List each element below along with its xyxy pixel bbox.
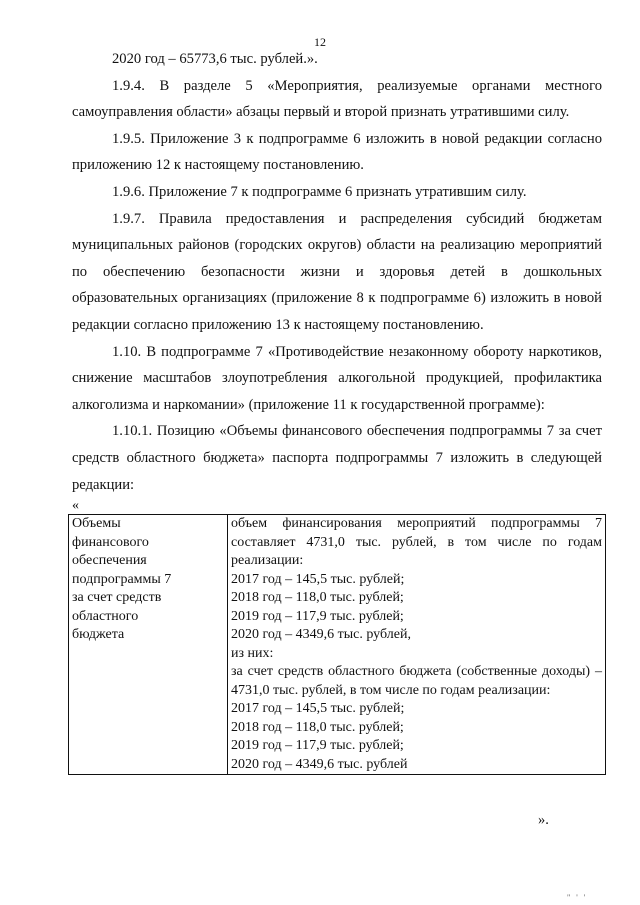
closing-quote: ».: [538, 812, 549, 828]
year-funding-line: 2019 год – 117,9 тыс. рублей;: [231, 608, 404, 624]
year-funding-line: 2020 год – 4349,6 тыс. рублей,: [231, 627, 411, 643]
year-funding-line: 2018 год – 118,0 тыс. рублей;: [231, 719, 404, 735]
funding-details-cell: [228, 515, 606, 775]
funding-source: за счет средств областного бюджета (собственные доходы) – 4731,0 тыс. рублей, в том числе по годам реализации:: [231, 664, 602, 698]
position-name-line: обеспечения: [72, 553, 147, 569]
paragraph: 2020 год – 65773,6 тыс. рублей.».: [112, 51, 318, 67]
paragraph: 1.9.4. В разделе 5 «Мероприятия, реализуемые органами местного самоуправления области» абзацы первый и второй признать утратившими силу.: [72, 77, 602, 121]
paragraph: 1.9.6. Приложение 7 к подпрограмме 6 признать утратившим силу.: [112, 183, 527, 200]
paragraph: 1.10. В подпрограмме 7 «Противодействие незаконному обороту наркотиков, снижение масштабов злоупотребления алкогольной продукцией, профилактика алкоголизма и наркомании» (приложение 11 к государственной программе):: [72, 343, 602, 413]
page-number: 12: [314, 35, 326, 49]
year-funding-line: 2018 год – 118,0 тыс. рублей;: [231, 590, 404, 606]
position-name-line: бюджета: [72, 627, 125, 643]
position-name-cell: [69, 515, 228, 775]
paragraph: 1.9.7. Правила предоставления и распределения субсидий бюджетам муниципальных районов (городских округов) области на реализацию мероприятий по обеспечению безопасности жизни и здоровья детей в дошкольных образовательных организациях (приложение 8 к подпрограмме 6) изложить в новой редакции согласно приложению 13 к настоящему постановлению.: [72, 210, 602, 333]
table-row: [69, 515, 606, 775]
position-name-line: областного: [72, 608, 139, 624]
scan-mark: " ' ': [567, 893, 588, 902]
paragraph: 1.10.1. Позицию «Объемы финансового обеспечения подпрограммы 7 за счет средств областного бюджета» паспорта подпрограммы 7 изложить в следующей редакции:: [72, 423, 602, 493]
funding-passport-table: [68, 514, 606, 775]
funding-intro: объем финансирования мероприятий подпрограммы 7 составляет 4731,0 тыс. рублей, в том числе по годам реализации:: [231, 516, 602, 569]
year-funding-line: 2020 год – 4349,6 тыс. рублей: [231, 756, 408, 772]
year-funding-line: 2017 год – 145,5 тыс. рублей;: [231, 571, 405, 587]
position-name-line: Объемы: [72, 516, 121, 532]
of-them-label: из них:: [231, 645, 274, 661]
position-name-line: подпрограммы 7: [72, 571, 172, 587]
year-funding-line: 2019 год – 117,9 тыс. рублей;: [231, 738, 404, 754]
position-name-line: за счет средств: [72, 590, 162, 606]
paragraph: 1.9.5. Приложение 3 к подпрограмме 6 изложить в новой редакции согласно приложению 12 к настоящему постановлению.: [72, 130, 602, 174]
position-name-line: финансового: [72, 534, 149, 550]
document-body: [72, 46, 602, 775]
year-funding-line: 2017 год – 145,5 тыс. рублей;: [231, 701, 405, 717]
opening-quote: «: [72, 498, 79, 514]
